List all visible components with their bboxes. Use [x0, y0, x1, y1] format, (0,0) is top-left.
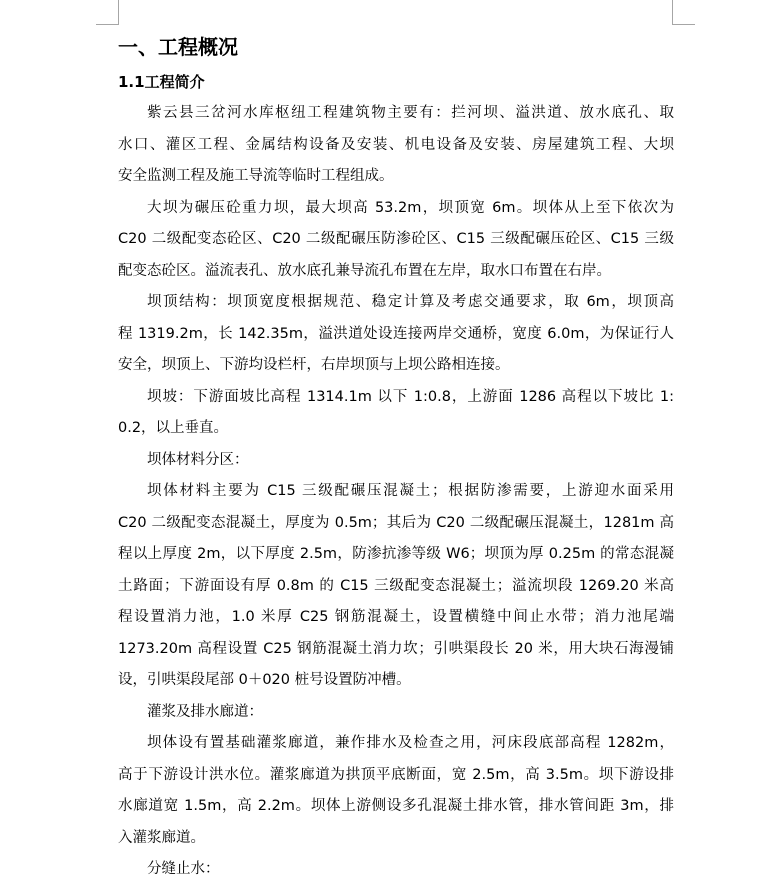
paragraph-line: 坝坡：下游面坡比高程 1314.1m 以下 1:0.8，上游面 1286 高程以下坡比 1: — [147, 388, 674, 405]
paragraph-line: 坝体材料分区： — [147, 451, 249, 468]
paragraph-line: 配变态砼区。溢流表孔、放水底孔兼导流孔布置在左岸，取水口布置在右岸。 — [118, 262, 611, 279]
paragraph-line: 坝体设有置基础灌浆廊道，兼作排水及检查之用，河床段底部高程 1282m， — [147, 735, 674, 751]
paragraph-line: 水廊道宽 1.5m，高 2.2m。坝体上游侧设多孔混凝土排水管，排水管间距 3m，排 — [118, 798, 674, 814]
subsection-heading: 1.1工程简介 — [118, 73, 205, 91]
paragraph-line: 程以上厚度 2m，以下厚度 2.5m，防渗抗渗等级 W6；坝顶为厚 0.25m 的常态混凝 — [118, 546, 674, 562]
paragraph-line: 1273.20m 高程设置 C25 钢筋混凝土消力坎；引哄渠段长 20 米，用大块石海漫铺 — [118, 640, 674, 657]
crop-mark-top-left — [96, 0, 119, 25]
body-paragraph — [118, 98, 674, 193]
paragraph-line: 程 1319.2m，长 142.35m，溢洪道处设连接两岸交通桥，宽度 6.0m，为保证行人 — [118, 325, 674, 342]
paragraph-line: 坝体材料主要为 C15 三级配碾压混凝土；根据防渗需要，上游迎水面采用 — [147, 483, 674, 499]
body-paragraph — [118, 697, 674, 729]
body-paragraph — [118, 382, 674, 445]
paragraph-line: C20 二级配变态混凝土，厚度为 0.5m；其后为 C20 二级配碾压混凝土，1281m 高 — [118, 514, 674, 531]
body-paragraph — [118, 854, 674, 886]
body-paragraph — [118, 193, 674, 288]
paragraph-line: 安全监测工程及施工导流等临时工程组成。 — [118, 168, 394, 184]
document-body — [118, 32, 674, 886]
body-paragraph — [118, 287, 674, 382]
paragraph-line: 高于下游设计洪水位。灌浆廊道为拱顶平底断面，宽 2.5m，高 3.5m。坝下游设排 — [118, 766, 674, 783]
paragraph-line: 0.2，以上垂直。 — [118, 420, 229, 436]
paragraph-line: 灌浆及排水廊道： — [147, 703, 263, 720]
paragraph-line: 大坝为碾压砼重力坝，最大坝高 53.2m，坝顶宽 6m。坝体从上至下依次为 — [147, 199, 674, 216]
body-paragraph — [118, 728, 674, 854]
paragraph-line: 分缝止水： — [147, 861, 220, 877]
paragraph-line: 水口、灌区工程、金属结构设备及安装、机电设备及安装、房屋建筑工程、大坝 — [118, 136, 674, 153]
paragraph-line: 安全，坝顶上、下游均设栏杆，右岸坝顶与上坝公路相连接。 — [118, 357, 510, 373]
paragraph-line: 入灌浆廊道。 — [118, 829, 205, 846]
paragraph-container — [118, 98, 674, 886]
paragraph-line: 程设置消力池，1.0 米厚 C25 钢筋混凝土，设置横缝中间止水带；消力池尾端 — [118, 609, 674, 625]
paragraph-line: 设，引哄渠段尾部 0＋020 桩号设置防冲槽。 — [118, 672, 411, 688]
paragraph-line: 坝顶结构：坝顶宽度根据规范、稳定计算及考虑交通要求，取 6m，坝顶高 — [147, 294, 674, 310]
crop-mark-top-right — [672, 0, 695, 25]
section-heading: 一、工程概况 — [118, 35, 238, 59]
body-paragraph — [118, 445, 674, 477]
paragraph-line: 土路面；下游面设有厚 0.8m 的 C15 三级配变态混凝土；溢流坝段 1269.20 米高 — [118, 577, 674, 594]
paragraph-line: 紫云县三岔河水库枢纽工程建筑物主要有：拦河坝、溢洪道、放水底孔、取 — [147, 105, 674, 121]
paragraph-line: C20 二级配变态砼区、C20 二级配碾压防渗砼区、C15 三级配碾压砼区、C15 三级 — [118, 231, 674, 247]
body-paragraph — [118, 476, 674, 697]
